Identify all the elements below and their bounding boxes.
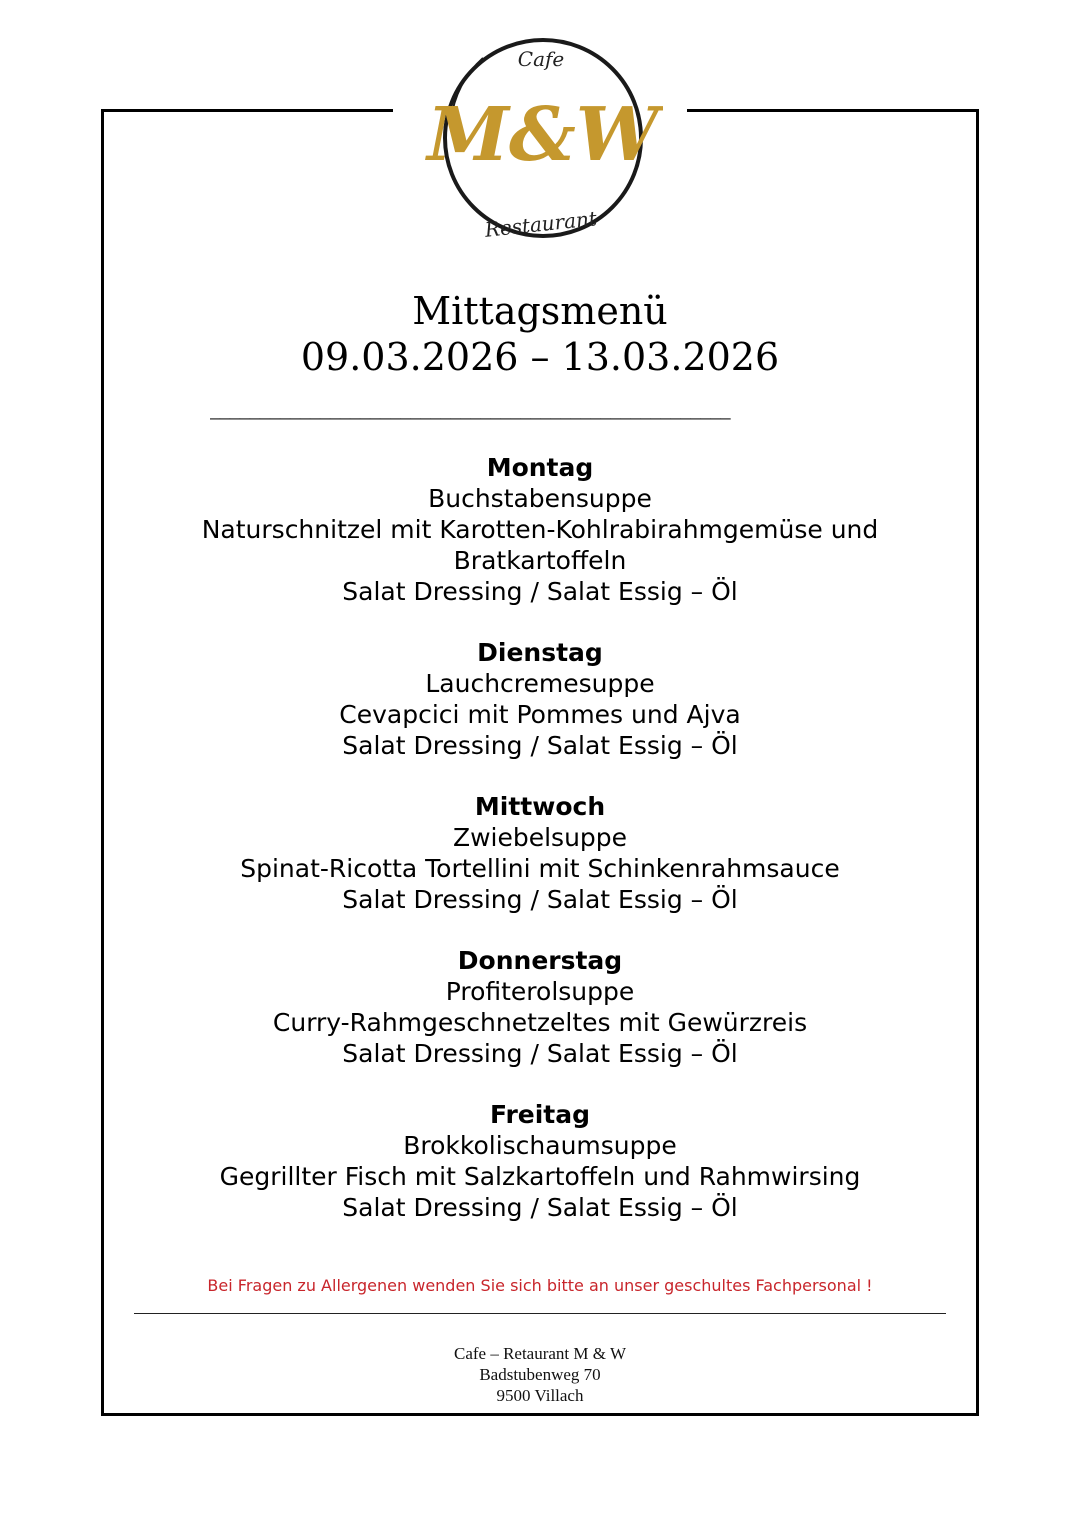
footer-address [0, 1343, 1080, 1406]
day-name: Donnerstag [457, 946, 623, 975]
salad: Salat Dressing / Salat Essig – Öl [342, 1193, 738, 1222]
weekly-menu [0, 452, 1080, 1253]
menu-title: Mittagsmenü [412, 289, 668, 333]
main-dish: Curry-Rahmgeschnetzeltes mit Gewürzreis [272, 1008, 808, 1037]
logo-monogram: M&W [427, 92, 659, 178]
day-friday [0, 1099, 1080, 1223]
allergen-note: Bei Fragen zu Allergenen wenden Sie sich bitte an unser geschultes Fachpersonal ! [207, 1276, 873, 1295]
title-separator: ____________________________________________________ [210, 400, 731, 420]
logo-cafe: Cafe [517, 47, 565, 71]
cafe-mw-logo [423, 28, 663, 248]
footer-street: Badstubenweg 70 [479, 1365, 601, 1384]
day-tuesday [0, 637, 1080, 761]
main-dish: Cevapcici mit Pommes und Ajva [339, 700, 741, 729]
footer-name: Cafe – Retaurant M & W [453, 1344, 626, 1363]
day-name: Dienstag [477, 638, 603, 667]
main-dish: Gegrillter Fisch mit Salzkartoffeln und Rahmwirsing [219, 1162, 861, 1191]
footer-divider [134, 1313, 946, 1314]
day-name: Mittwoch [474, 792, 606, 821]
day-thursday [0, 945, 1080, 1069]
soup: Buchstabensuppe [428, 484, 652, 513]
footer-city: 9500 Villach [496, 1386, 584, 1405]
day-monday [0, 452, 1080, 607]
salad: Salat Dressing / Salat Essig – Öl [342, 577, 738, 606]
soup: Lauchcremesuppe [425, 669, 655, 698]
day-name: Montag [486, 453, 594, 482]
salad: Salat Dressing / Salat Essig – Öl [342, 1039, 738, 1068]
day-name: Freitag [489, 1100, 591, 1129]
soup: Zwiebelsuppe [452, 823, 628, 852]
main-dish: Naturschnitzel mit Karotten-Kohlrabirahmgemüse und Bratkartoffeln [201, 515, 879, 575]
day-wednesday [0, 791, 1080, 915]
main-dish: Spinat-Ricotta Tortellini mit Schinkenrahmsauce [240, 854, 840, 883]
menu-dates: 09.03.2026 – 13.03.2026 [300, 335, 780, 379]
soup: Brokkolischaumsuppe [403, 1131, 677, 1160]
salad: Salat Dressing / Salat Essig – Öl [342, 885, 738, 914]
soup: Profiterolsuppe [445, 977, 635, 1006]
salad: Salat Dressing / Salat Essig – Öl [342, 731, 738, 760]
logo-restaurant: Restaurant [483, 206, 598, 242]
